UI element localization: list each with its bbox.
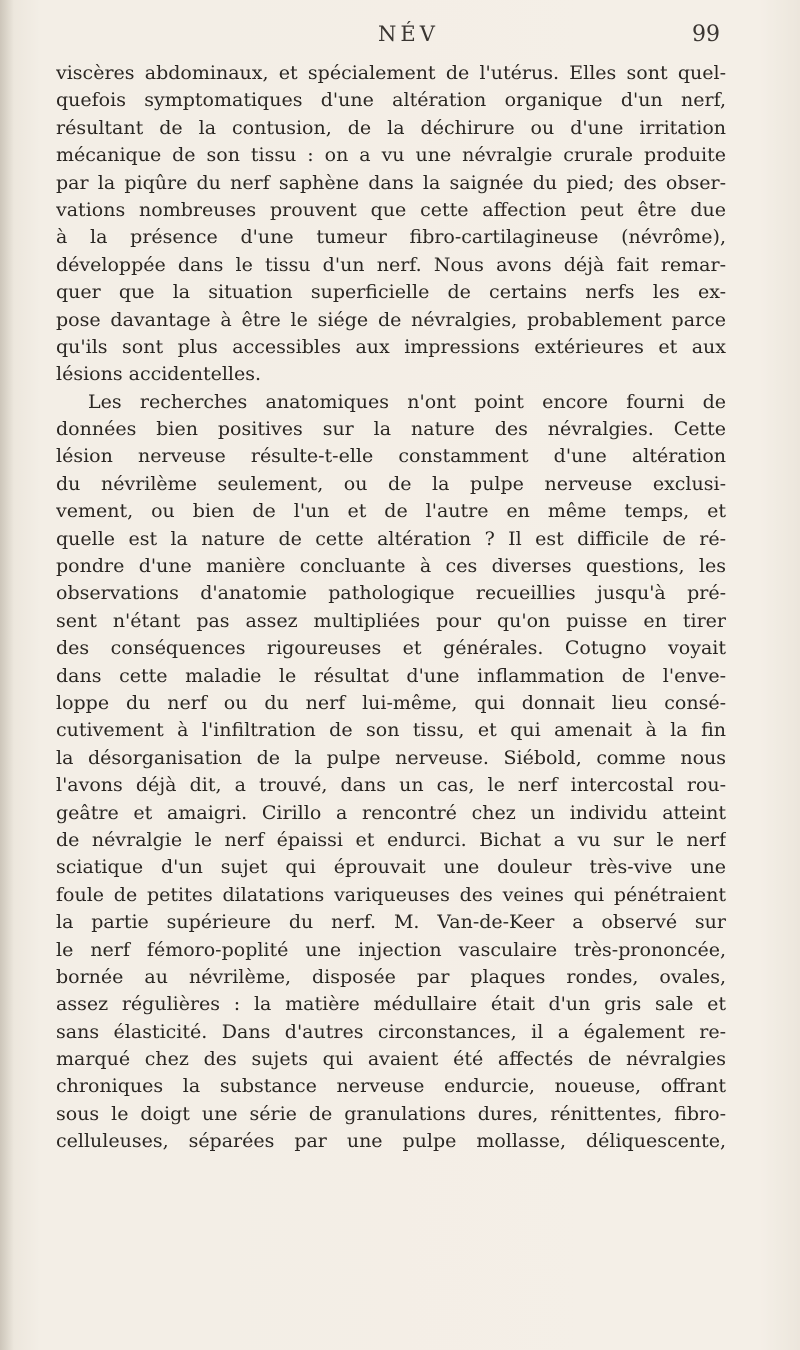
text-line: sciatique d'un sujet qui éprouvait une douleur très-vive une [56, 856, 726, 879]
text-line: sent n'étant pas assez multipliées pour qu'on puisse en tirer [56, 609, 726, 632]
gutter-shadow [0, 0, 14, 1350]
text-line: dans cette maladie le résultat d'une inflammation de l'enve- [56, 664, 726, 687]
text-line: l'avons déjà dit, a trouvé, dans un cas, le nerf intercostal rou- [56, 774, 726, 797]
text-line: pondre d'une manière concluante à ces diverses questions, les [56, 555, 726, 578]
text-line: cutivement à l'infiltration de son tissu, et qui amenait à la fin [56, 719, 726, 742]
text-line: pose davantage à être le siége de névralgies, probablement parce [56, 308, 726, 331]
text-line: des conséquences rigoureuses et générales. Cotugno voyait [56, 637, 726, 660]
text-line: la partie supérieure du nerf. M. Van-de-Keer a observé sur [56, 911, 726, 934]
text-line: de névralgie le nerf épaissi et endurci. Bichat a vu sur le nerf [56, 828, 726, 851]
text-line: assez régulières : la matière médullaire était d'un gris sale et [56, 993, 726, 1016]
text-line: vement, ou bien de l'un et de l'autre en même temps, et [56, 500, 726, 523]
text-line: du névrilème seulement, ou de la pulpe nerveuse exclusi- [56, 472, 726, 495]
text-line: par la piqûre du nerf saphène dans la saignée du pied; des obser- [56, 171, 726, 194]
page-number: 99 [692, 22, 720, 47]
text-line: geâtre et amaigri. Cirillo a rencontré chez un individu atteint [56, 801, 726, 824]
text-line: données bien positives sur la nature des névralgies. Cette [56, 418, 726, 441]
text-line: Les recherches anatomiques n'ont point encore fourni de [88, 390, 726, 413]
text-line: développée dans le tissu d'un nerf. Nous avons déjà fait remar- [56, 253, 726, 276]
text-line: celluleuses, séparées par une pulpe mollasse, déliquescente, [56, 1130, 726, 1153]
text-line: quelle est la nature de cette altération ? Il est difficile de ré- [56, 527, 726, 550]
text-line: observations d'anatomie pathologique recueillies jusqu'à pré- [56, 582, 726, 605]
text-line: marqué chez des sujets qui avaient été affectés de névralgies [56, 1048, 726, 1071]
page-header [60, 22, 720, 52]
running-head: NÉV [378, 22, 439, 46]
text-line: loppe du nerf ou du nerf lui-même, qui donnait lieu consé- [56, 691, 726, 714]
text-line: foule de petites dilatations variqueuses des veines qui pénétraient [56, 883, 726, 906]
text-line: à la présence d'une tumeur fibro-cartilagineuse (névrôme), [56, 226, 726, 249]
text-line: vations nombreuses prouvent que cette affection peut être due [56, 198, 726, 221]
text-line: chroniques la substance nerveuse endurcie, noueuse, offrant [56, 1075, 726, 1098]
text-line: mécanique de son tissu : on a vu une névralgie crurale produite [56, 144, 726, 167]
text-line: quefois symptomatiques d'une altération organique d'un nerf, [56, 89, 726, 112]
text-line: bornée au névrilème, disposée par plaques rondes, ovales, [56, 965, 726, 988]
text-line: viscères abdominaux, et spécialement de l'utérus. Elles sont quel- [56, 62, 726, 84]
text-line: sans élasticité. Dans d'autres circonstances, il a également re- [56, 1020, 726, 1043]
text-line: quer que la situation superficielle de certains nerfs les ex- [56, 281, 726, 304]
text-line: la désorganisation de la pulpe nerveuse. Siébold, comme nous [56, 746, 726, 769]
text-line: résultant de la contusion, de la déchirure ou d'une irritation [56, 116, 726, 139]
text-line: lésion nerveuse résulte-t-elle constamment d'une altération [56, 445, 726, 468]
text-line: qu'ils sont plus accessibles aux impressions extérieures et aux [56, 335, 726, 358]
text-line: lésions accidentelles. [56, 363, 262, 386]
body-text [56, 60, 726, 1156]
text-line: le nerf fémoro-poplité une injection vasculaire très-prononcée, [56, 938, 726, 961]
text-line: sous le doigt une série de granulations dures, rénittentes, fibro- [56, 1102, 726, 1125]
